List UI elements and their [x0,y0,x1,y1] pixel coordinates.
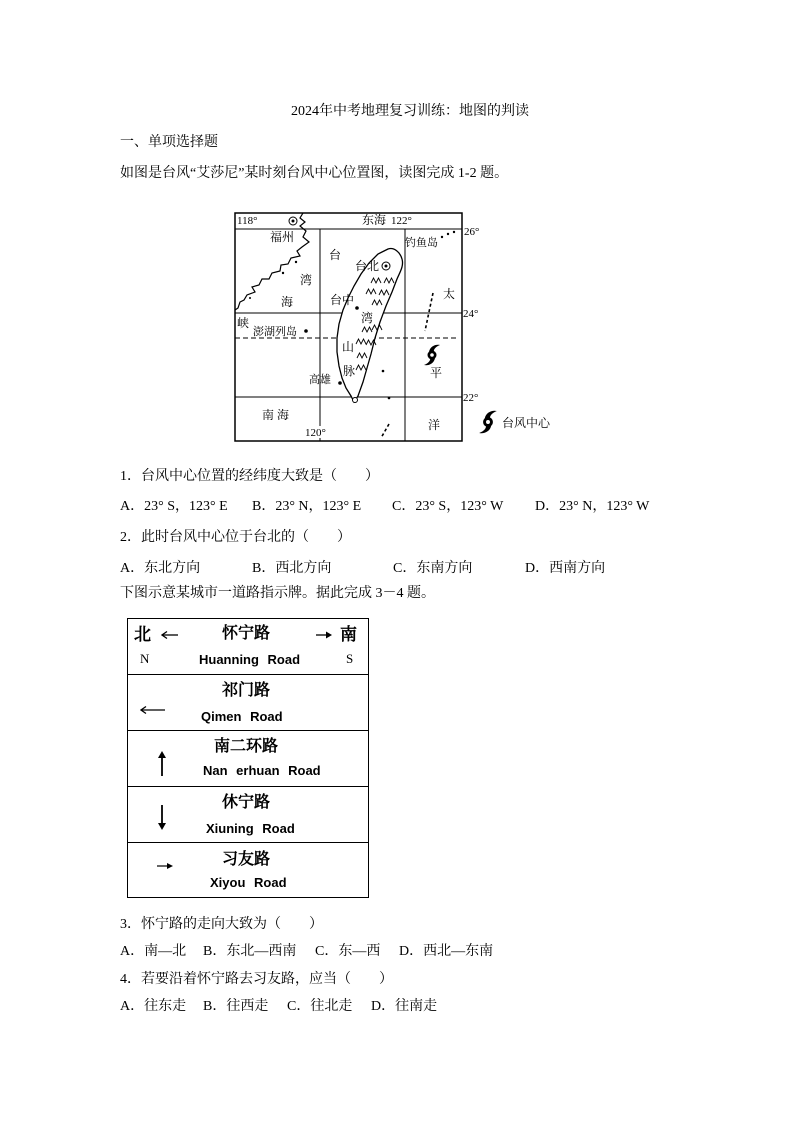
north-en-label: N [140,651,150,666]
question-2-option-b: B．西北方向 [252,561,332,576]
diaoyu-island-dot [441,236,443,238]
question-2-option-c: C．东南方向 [393,561,473,576]
cross-road-name-en: Qimen Road [201,709,283,724]
mountain-label-3: 脉 [343,364,356,378]
cross-road-name-en: Xiuning Road [206,821,295,836]
strait-label-1: 台 [329,248,342,262]
donghai-label: 东海 [362,213,387,227]
cross-road-name: 休宁路 [221,794,270,811]
cross-road-name: 南二环路 [213,738,278,755]
main-road-name-en: Huanning Road [199,652,301,667]
question-2-option-d: D．西南方向 [525,561,606,576]
intro-map-text: 如图是台风“艾莎尼”某时刻台风中心位置图，读图完成 1-2 题。 [120,166,509,181]
main-road-name: 怀宁路 [221,625,270,642]
penghu-dot [304,329,308,333]
south-label: 南 [340,625,357,644]
pacific-label-2: 平 [430,366,443,380]
coastal-island [295,261,297,263]
question-4-option-a: A．往东走 [120,999,187,1014]
arrow-up-icon [157,750,167,777]
coastal-island [282,272,284,274]
diaoyu-island-dot [447,233,449,235]
island-dot [382,370,385,373]
cross-road-name-en: Nan erhuan Road [203,763,321,778]
question-2-stem: 2．此时台风中心位于台北的（ ） [120,530,351,545]
lat-24-label: 24° [463,308,479,320]
question-3-option-c: C．东—西 [315,944,381,959]
penghu-label: 澎湖列岛 [253,326,297,338]
question-4-stem: 4．若要沿着怀宁路去习友路，应当（ ） [120,972,393,987]
diaoyudao-label: 钓鱼岛 [405,237,438,249]
question-2-option-a: A．东北方向 [120,561,201,576]
strait-label-4: 峡 [237,316,250,330]
cross-road-name: 祁门路 [221,682,270,699]
south-en-label: S [346,651,354,666]
question-3-option-d: D．西北—东南 [399,944,494,959]
question-3-option-b: B．东北—西南 [203,944,297,959]
lat-22-label: 22° [463,392,479,404]
taizhong-label: 台中 [330,293,355,307]
question-1-option-d: D．23° N，123° W [535,499,650,514]
arrow-down-icon [157,804,167,831]
lat-26-label: 26° [464,226,480,238]
lon-122-label: 122° [391,215,412,227]
question-1-option-a: A．23° S，123° E [120,499,228,514]
south-cape-circle [353,398,358,403]
section-heading: 一、单项选择题 [120,135,218,150]
question-3-stem: 3．怀宁路的走向大致为（ ） [120,917,323,932]
typhoon-icon [479,411,497,434]
city-circle-icon [382,262,390,270]
cross-road-name-en: Xiyou Road [210,875,287,890]
strait-label-2: 湾 [300,273,313,287]
pacific-label-3: 洋 [428,418,441,432]
sign-row-nan-erhuan [128,730,368,786]
lon-118-label: 118° [237,215,258,227]
pacific-label-1: 太 [443,287,456,301]
coastal-island [249,297,251,299]
legend-label: 台风中心 [502,416,551,430]
cross-road-name: 习友路 [221,851,270,868]
taibei-label: 台北 [355,259,380,273]
mountain-label-1: 湾 [361,311,374,325]
sign-row-qimen [128,674,368,730]
arrow-right-icon [157,861,174,871]
typhoon-map [225,205,565,450]
intro-sign-text: 下图示意某城市一道路指示牌。据此完成 3－4 题。 [120,586,435,601]
question-1-option-b: B．23° N，123° E [252,499,362,514]
sign-row-xiyou [128,842,368,897]
page-title: 2024年中考地理复习训练：地图的判读 [291,104,529,119]
sign-row-main-road [128,619,368,674]
question-1-option-c: C．23° S，123° W [392,499,504,514]
diaoyu-island-dot [453,231,455,233]
taizhong-dot [355,306,359,310]
fuzhou-label: 福州 [270,230,295,244]
arrow-right-icon [316,630,332,640]
nanhai-label: 南 海 [262,408,290,422]
gaoxiong-label: 高雄 [309,374,331,386]
sign-row-xiuning [128,786,368,842]
lon-120-label: 120° [305,427,326,439]
question-4-option-b: B．往西走 [203,999,269,1014]
question-4-option-c: C．往北走 [287,999,353,1014]
mountain-label-2: 山 [342,340,355,354]
question-4-option-d: D．往南走 [371,999,438,1014]
question-1-stem: 1．台风中心位置的经纬度大致是（ ） [120,469,379,484]
road-sign [127,618,369,898]
island-dot [388,397,391,400]
north-label: 北 [134,625,151,644]
city-circle-icon [289,217,297,225]
question-3-option-a: A．南—北 [120,944,187,959]
strait-label-3: 海 [281,295,294,309]
gaoxiong-dot [338,381,342,385]
arrow-left-icon [140,705,166,715]
